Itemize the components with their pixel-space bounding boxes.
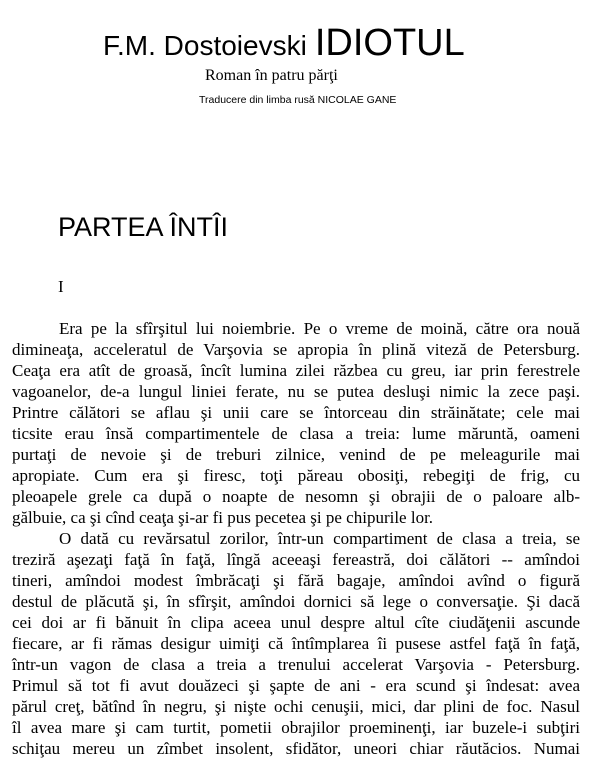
text-line: părul creţ, bătînd în negru, şi nişte ochi cenuşii, mici, dar plini de foc. Nasul: [12, 697, 580, 716]
text-line: ticsite erau însă compartimentele de clasa a treia: lume măruntă, oameni: [12, 424, 580, 443]
text-line: cei doi ar fi bănuit în clipa aceea unul despre altul cîte ciudăţenii ascunde: [12, 613, 580, 632]
text-line: dimineaţa, acceleratul de Varşovia se apropia în plină viteză de Petersburg.: [12, 340, 580, 359]
chapter-number: I: [58, 277, 64, 296]
text-line: vagoanelor, de-a lungul liniei ferate, nu se putea desluşi nimic la zece paşi.: [12, 382, 580, 401]
text-line: Primul să tot fi avut douăzeci şi şapte de ani - era scund şi îndesat: avea: [12, 676, 580, 695]
text-line: O dată cu revărsatul zorilor, într-un compartiment de clasa a treia, se: [59, 529, 580, 548]
text-line: într-un vagon de clasa a treia a trenului accelerat Varşovia - Petersburg.: [12, 655, 580, 674]
part-heading: PARTEA ÎNTÎI: [58, 212, 229, 242]
author-name: F.M. Dostoievski: [103, 30, 307, 61]
text-line: apropiate. Cum era şi firesc, toţi păreau obosiţi, rebegiţi de frig, cu: [12, 466, 580, 485]
subtitle: Roman în patru părţi: [205, 67, 338, 84]
translation-credit: Traducere din limba rusă NICOLAE GANE: [199, 94, 397, 106]
paragraph-1: [12, 318, 580, 528]
text-line: Ceaţa era atît de groasă, încît lumina zilei răzbea cu greu, iar prin ferestrele: [12, 361, 580, 380]
text-line: destul de plăcută şi, în sfîrşit, amîndoi dornici să lege o conversaţie. Şi dacă: [12, 592, 580, 611]
text-line: tineri, amîndoi modest îmbrăcaţi şi fără bagaje, amîndoi avînd o figură: [12, 571, 580, 590]
text-line: gălbuie, ca şi cînd ceaţa şi-ar fi pus pecetea şi pe chipurile lor.: [12, 508, 434, 527]
title-line: [103, 22, 465, 65]
text-line: treziră aşezaţi faţă în faţă, lîngă aceeaşi fereastră, doi călători -- amîndoi: [12, 550, 580, 569]
text-line: îl avea mare şi cam turtit, pometii obrajilor proeminenţi, iar buzele-i subţiri: [12, 718, 580, 737]
text-line: schiţau mereu un zîmbet insolent, sfidător, uneori chiar răutăcios. Numai: [12, 739, 580, 758]
text-line: Printre călători se aflau şi unii care se întorceau din străinătate; cele mai: [12, 403, 580, 422]
text-line: purtaţi de nevoie şi de treburi zilnice, venind de pe meleagurile mai: [12, 445, 580, 464]
paragraph-2: [12, 528, 580, 759]
text-line: Era pe la sfîrşitul lui noiembrie. Pe o vreme de moină, către ora nouă: [59, 319, 580, 338]
text-line: fiecare, ar fi rămas desigur uimiţi că întîmplarea îi pusese astfel faţă în faţă,: [12, 634, 580, 653]
body-text: [12, 318, 580, 759]
text-line: pleoapele grele ca după o noapte de nesomn şi obrajii de o paloare alb-: [12, 487, 580, 506]
book-title: IDIOTUL: [314, 22, 465, 64]
